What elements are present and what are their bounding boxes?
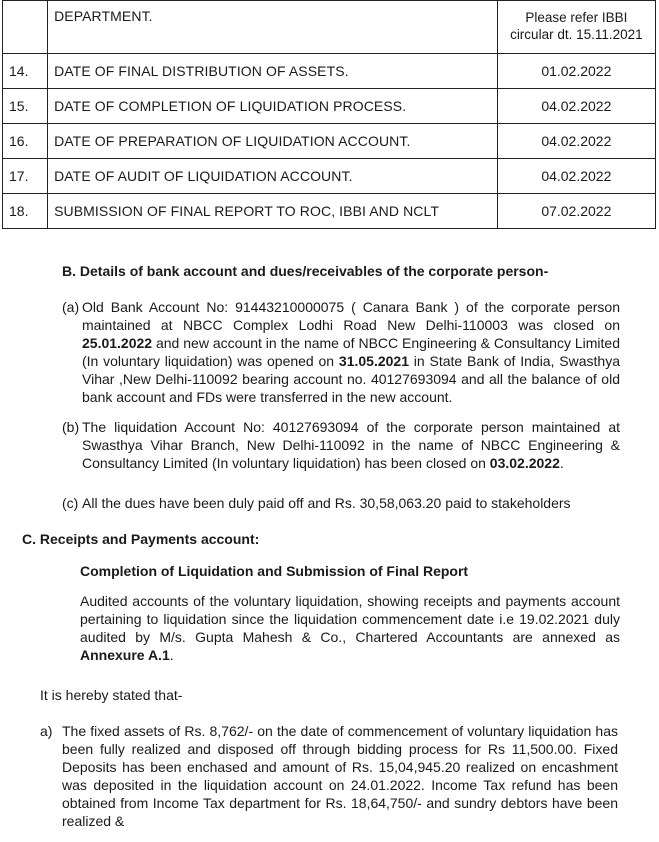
table-row xyxy=(3,54,656,89)
row-date: 04.02.2022 xyxy=(497,89,655,124)
table-row xyxy=(3,1,656,54)
liquidation-timeline-table xyxy=(2,0,656,229)
row-particular: SUBMISSION OF FINAL REPORT TO ROC, IBBI AND NCLT xyxy=(48,194,498,229)
section-c-subheading: Completion of Liquidation and Submission of Final Report xyxy=(80,563,469,579)
section-c-heading: C. Receipts and Payments account: xyxy=(22,531,260,547)
table-row xyxy=(3,194,656,229)
row-number xyxy=(3,1,48,54)
row-date: 04.02.2022 xyxy=(497,124,655,159)
row-number: 17. xyxy=(3,159,48,194)
row-date: 04.02.2022 xyxy=(497,159,655,194)
row-particular: DATE OF FINAL DISTRIBUTION OF ASSETS. xyxy=(48,54,498,89)
row-number: 15. xyxy=(3,89,48,124)
row-date: 07.02.2022 xyxy=(497,194,655,229)
table-row xyxy=(3,124,656,159)
dues-paragraph-c: All the dues have been duly paid off and Rs. 30,58,063.20 paid to stakeholders xyxy=(82,495,571,511)
item-label: a) xyxy=(40,723,53,739)
row-number: 16. xyxy=(3,124,48,159)
row-particular: DATE OF PREPARATION OF LIQUIDATION ACCOUNT. xyxy=(48,124,498,159)
row-particular: DATE OF COMPLETION OF LIQUIDATION PROCESS. xyxy=(48,89,498,124)
stated-line: It is hereby stated that- xyxy=(40,687,183,703)
bank-account-paragraph-a: Old Bank Account No: 91443210000075 ( Canara Bank ) of the corporate person maintained at NBCC Complex Lodhi Road New Delhi-110003 was closed on 25.01.2022 and new account in the name of NBCC Engineering & Consultancy Limited (In voluntary liquidation) was opened on 31.05.2021 in State Bank of India, Swasthya Vihar ,New Delhi-110092 bearing account no. 40127693094 and all the balance of old bank account and FDs were transferred in the new account. xyxy=(82,299,620,405)
item-label: (c) xyxy=(62,495,79,511)
table-row xyxy=(3,89,656,124)
item-label: (b) xyxy=(62,419,80,435)
date-line-2: circular dt. 15.11.2021 xyxy=(510,27,643,42)
section-b-heading: B. Details of bank account and dues/receivables of the corporate person- xyxy=(62,263,549,279)
item-label: (a) xyxy=(62,299,80,315)
date-line-1: Please refer IBBI xyxy=(525,10,628,25)
row-particular: DATE OF AUDIT OF LIQUIDATION ACCOUNT. xyxy=(48,159,498,194)
row-particular: DEPARTMENT. xyxy=(48,1,498,54)
table-row xyxy=(3,159,656,194)
row-date: 01.02.2022 xyxy=(497,54,655,89)
row-number: 14. xyxy=(3,54,48,89)
bank-account-paragraph-b: The liquidation Account No: 40127693094 of the corporate person maintained at Swasthya Vihar Branch, New Delhi-110092 in the name of NBCC Engineering & Consultancy Limited (In voluntary liquidation) has been closed on 03.02.2022. xyxy=(82,419,620,471)
fixed-assets-paragraph: The fixed assets of Rs. 8,762/- on the date of commencement of voluntary liquidation has been fully realized and disposed off through bidding process for Rs 11,500.00. Fixed Deposits has been enchased and amount of Rs. 15,04,945.20 realized on encashment was deposited in the liquidation account on 24.01.2022. Income Tax refund has been obtained from Income Tax department for Rs. 18,64,750/- and sundry debtors have been realized & xyxy=(62,723,618,829)
row-date xyxy=(497,1,655,54)
audited-accounts-paragraph: Audited accounts of the voluntary liquidation, showing receipts and payments account pertaining to liquidation since the liquidation commencement date i.e 19.02.2021 duly audited by M/s. Gupta Mahesh & Co., Chartered Accountants are annexed as Annexure A.1. xyxy=(80,593,620,663)
row-number: 18. xyxy=(3,194,48,229)
